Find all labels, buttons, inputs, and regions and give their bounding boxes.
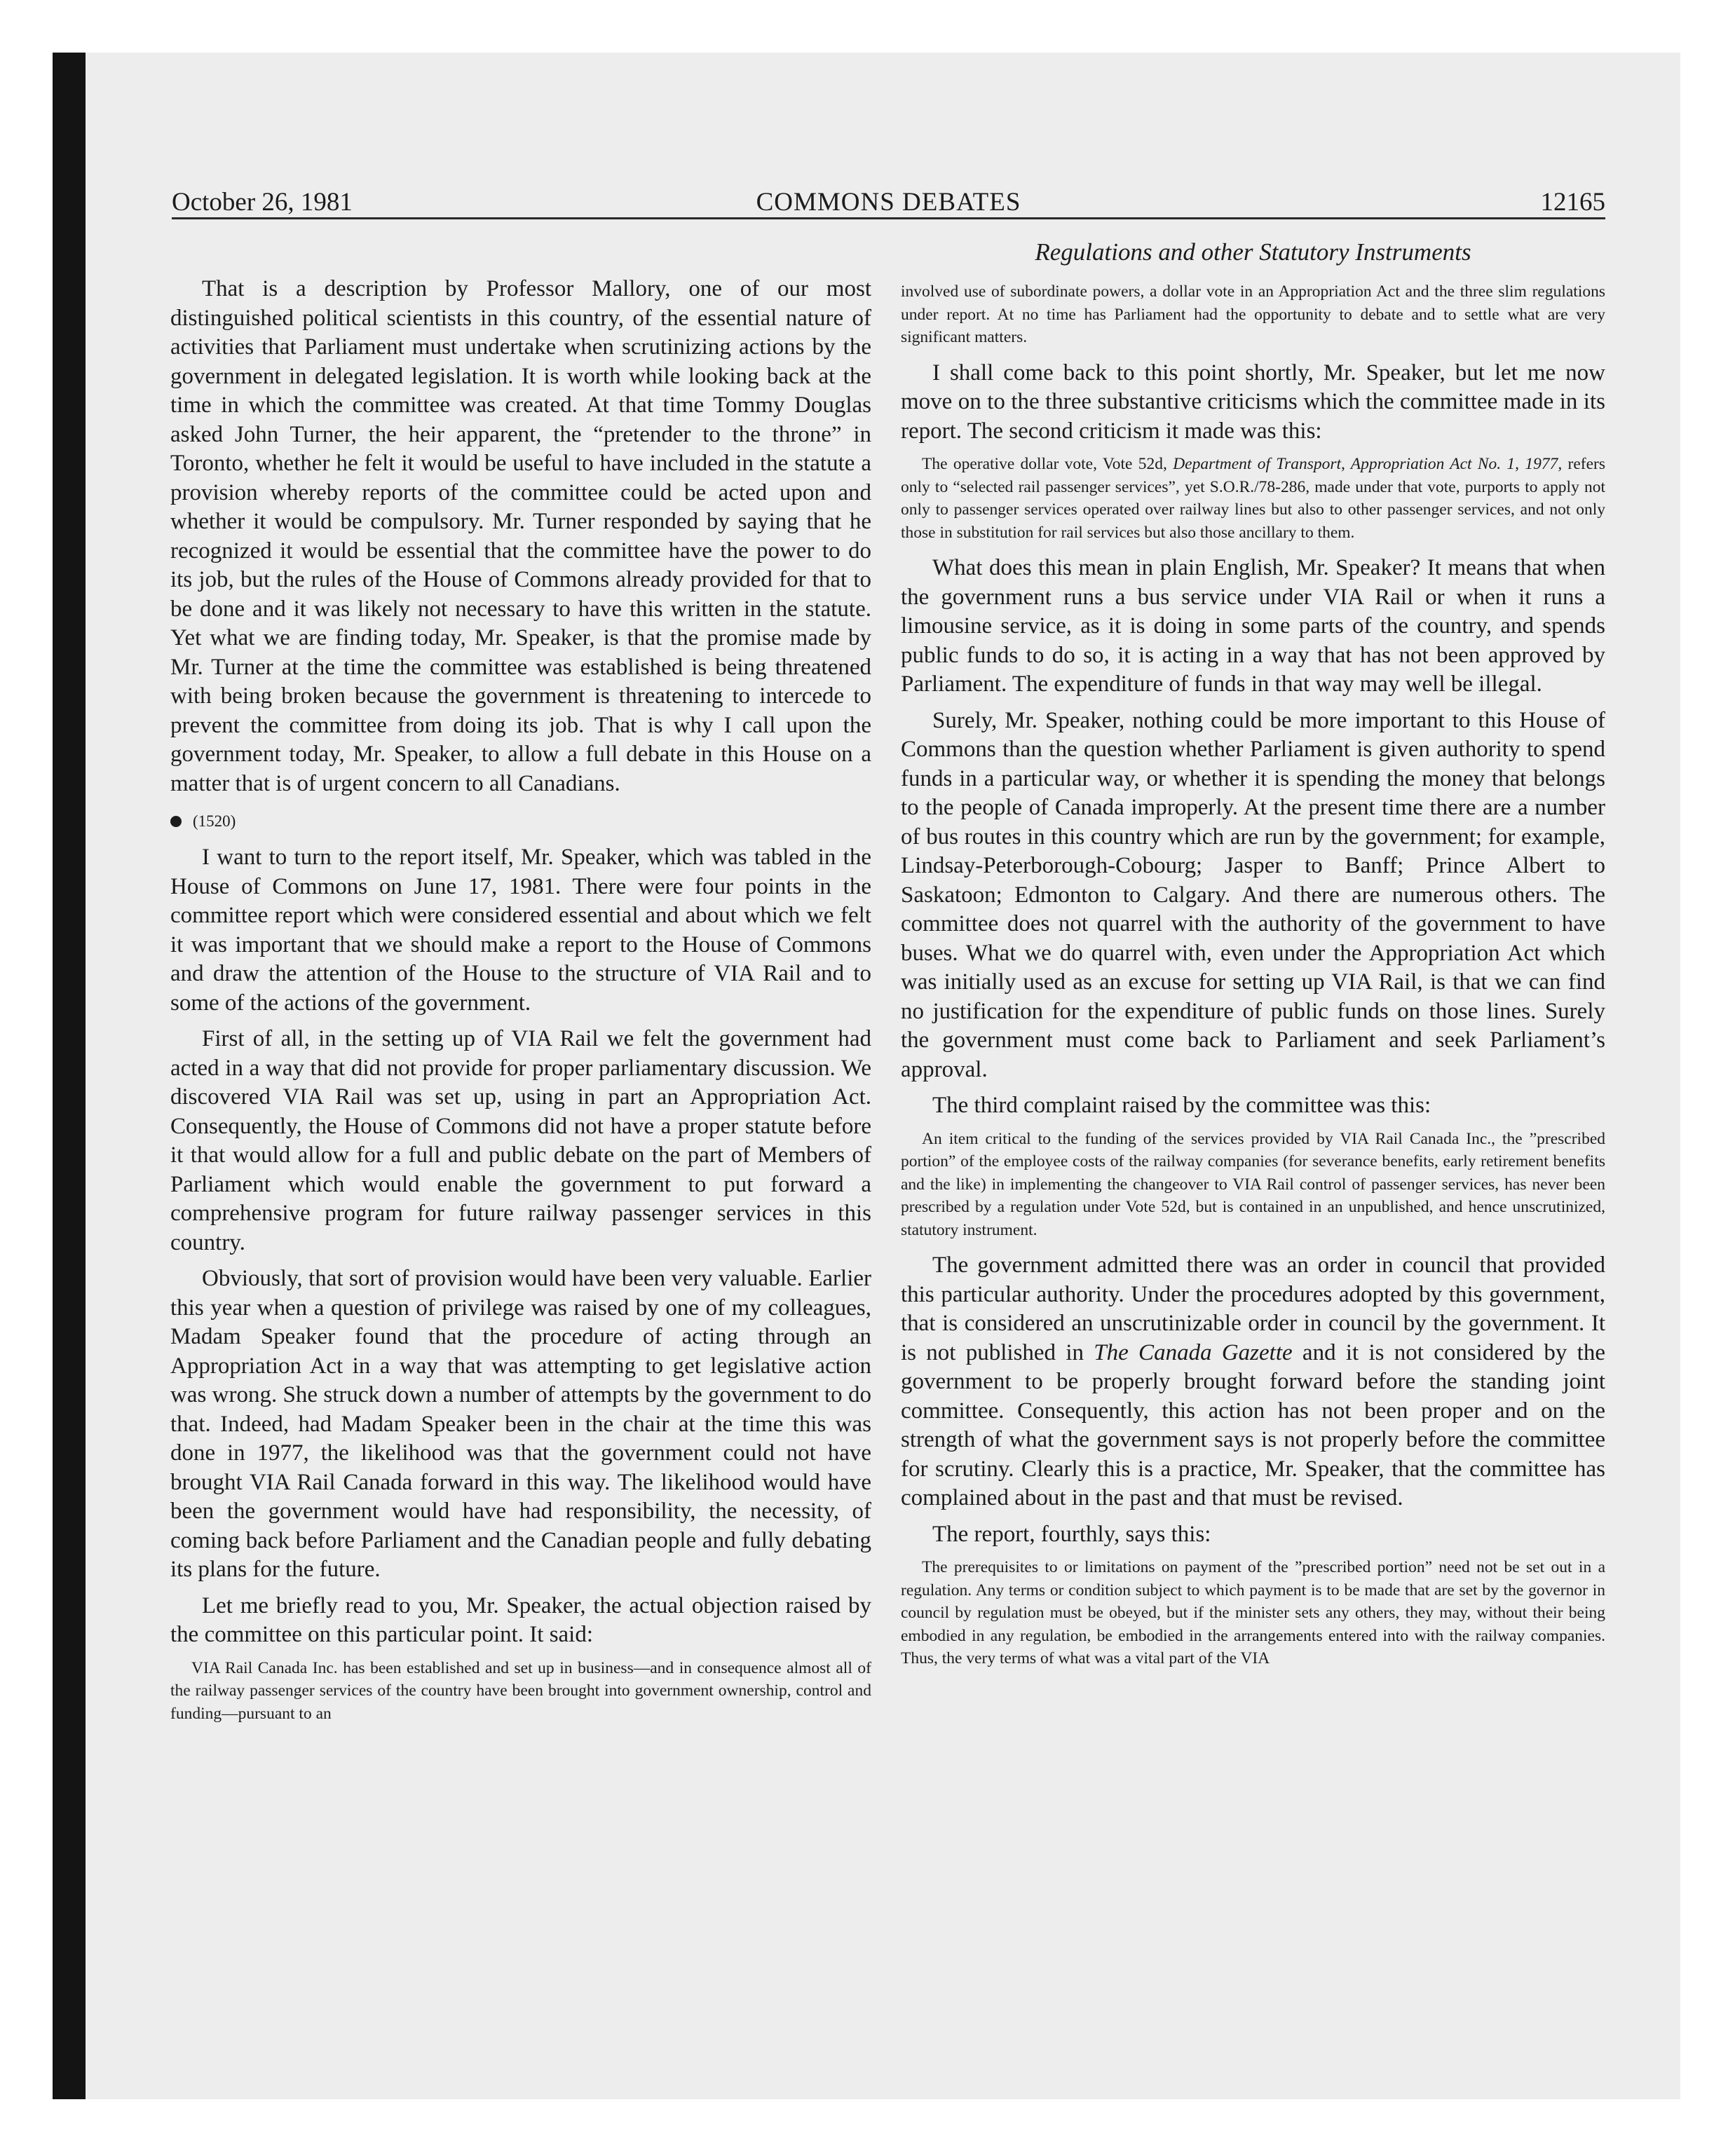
header-date: October 26, 1981 xyxy=(172,188,353,217)
paragraph-text: and it is not considered by the government to be properly brought forward before the standing joint committee. Consequently, this action has not been proper and on the strength of what the government says is not properly before the committee for scrutiny. Clearly this is a practice, Mr. Speaker, that the committee has complained about in the past and that must be revised. xyxy=(901,1339,1605,1510)
paragraph: I shall come back to this point shortly, Mr. Speaker, but let me now move on to the three substantive criticisms which the committee made in its report. The second criticism it made was this: xyxy=(901,360,1605,444)
time-marker-text: (1520) xyxy=(193,812,236,830)
block-quote: VIA Rail Canada Inc. has been established and set up in business—and in consequence almost all of the railway passenger services of the country have been brought into government ownership, control and funding—pursuant to an xyxy=(170,1658,871,1723)
time-marker xyxy=(170,812,871,831)
page-number: 12165 xyxy=(1540,188,1605,217)
scan-edge xyxy=(53,53,86,2099)
bullet-icon xyxy=(170,816,182,827)
block-quote: An item critical to the funding of the services provided by VIA Rail Canada Inc., the ”prescribed portion” of the employee costs of the railway companies (for severance benefits, early retirement benefits and the like) in implementing the changeover to VIA Rail control of passenger services, has never been prescribed by a regulation under Vote 52d, but is contained in an unpublished, and hence unscrutinized, statutory instrument. xyxy=(901,1129,1605,1239)
paragraph: What does this mean in plain English, Mr. Speaker? It means that when the government runs a bus service under VIA Rail or when it runs a limousine service, as it is doing in some parts of the country, and spends public funds to do so, it is acting in a way that has not been approved by Parliament. The expenditure of funds in that way may well be illegal. xyxy=(901,555,1605,697)
left-column xyxy=(170,273,871,1735)
paragraph: That is a description by Professor Mallory, one of our most distinguished political scientists in this country, of the essential nature of activities that Parliament must undertake when scrutinizing actions by the government in delegated legislation. It is worth while looking back at the time in which the committee was created. At that time Tommy Douglas asked John Turner, the heir apparent, the “pretender to the throne” in Toronto, whether he felt it would be useful to have included in the statute a provision whereby reports of the committee could be acted upon and whether it would be compulsory. Mr. Turner responded by saying that he recognized it would be essential that the committee have the power to do its job, but the rules of the House of Commons already provided for that to be done and it was likely not necessary to have this written in the statute. Yet what we are finding today, Mr. Speaker, is that the promise made by Mr. Turner at the time the committee was established is being threatened with being broken because the government is threatening to intercede to prevent the committee from doing its job. That is why I call upon the government today, Mr. Speaker, to allow a full debate in this House on a matter that is of urgent concern to all Canadians. xyxy=(170,276,871,796)
paragraph-italic-title: The Canada Gazette xyxy=(1094,1339,1293,1365)
paragraph: Obviously, that sort of provision would have been very valuable. Earlier this year when a question of privilege was raised by one of my colleagues, Madam Speaker found that the procedure of acting through an Appropriation Act in a way that was attempting to get legislative action was wrong. She struck down a number of attempts by the government to do that. Indeed, had Madam Speaker been in the chair at the time this was done in 1977, the likelihood was that the government could not have brought VIA Rail Canada forward in this way. The likelihood would have been the government would have had responsibility, the necessity, of coming back before Parliament and the Canadian people and fully debating its plans for the future. xyxy=(170,1266,871,1582)
paragraph: Let me briefly read to you, Mr. Speaker, the actual objection raised by the committee on this particular point. It said: xyxy=(170,1592,871,1647)
quote-text: refers only to “selected rail passenger services”, yet S.O.R./78-286, made under that vote, purports to apply not only to passenger services operated over railway lines but also to other passenger services, and not only those in substitution for rail services but also those ancillary to them. xyxy=(901,455,1605,542)
paragraph: The report, fourthly, says this: xyxy=(932,1521,1211,1547)
block-quote xyxy=(901,453,1605,544)
right-column xyxy=(901,279,1605,1680)
paragraph: First of all, in the setting up of VIA Rail we felt the government had acted in a way that did not provide for proper parliamentary discussion. We discovered VIA Rail was set up, using in part an Appropriation Act. Consequently, the House of Commons did not have a proper statute before it that would allow for a full and public debate on the part of Members of Parliament which would enable the government to put forward a comprehensive program for future railway passenger services in this country. xyxy=(170,1026,871,1255)
paragraph: The third complaint raised by the committee was this: xyxy=(932,1093,1431,1118)
quote-text: The operative dollar vote, Vote 52d, xyxy=(922,455,1173,473)
paragraph-text: The government admitted there was an order in council that provided this particular authority. Under the procedures adopted by this government, that is considered an unscrutinizable order in council by the government. It is not published in xyxy=(901,1253,1605,1365)
paragraph: Surely, Mr. Speaker, nothing could be more important to this House of Commons than the question whether Parliament is given authority to spend funds in a particular way, or whether it is spending the money that belongs to the people of Canada improperly. At the present time there are a number of bus routes in this country which are run by the government; for example, Lindsay-Peterborough-Cobourg; Jasper to Banff; Prince Albert to Saskatoon; Edmonton to Calgary. And there are numerous others. The committee does not quarrel with the authority of the government to have buses. What we do quarrel with, even under the Appropriation Act which was initially used as an excuse for setting up VIA Rail, is that we can find no justification for the expenditure of public funds on those lines. Surely the government must come back to Parliament and seek Parliament’s approval. xyxy=(901,707,1605,1082)
paragraph: I want to turn to the report itself, Mr. Speaker, which was tabled in the House of Commons on June 17, 1981. There were four points in the committee report which were considered essential and about which we felt it was important that we should make a report to the House of Commons and draw the attention of the House to the structure of VIA Rail and to some of the actions of the government. xyxy=(170,845,871,1016)
quote-italic-title: Department of Transport, Appropriation Act No. 1, 1977, xyxy=(1173,455,1563,473)
paragraph xyxy=(901,1251,1605,1513)
block-quote-continued: involved use of subordinate powers, a dollar vote in an Appropriation Act and the three slim regulations under report. At no time has Parliament had the opportunity to debate and to settle what are very significant matters. xyxy=(901,282,1605,346)
page-header xyxy=(172,181,1605,220)
running-head: Regulations and other Statutory Instruments xyxy=(1035,238,1471,266)
header-title: COMMONS DEBATES xyxy=(756,188,1021,217)
header-rule xyxy=(172,217,1605,219)
block-quote: The prerequisites to or limitations on payment of the ”prescribed portion” need not be set out in a regulation. Any terms or condition subject to which payment is to be made that are set by the governor in council by regulation must be obeyed, but if the minister sets any others, they may, without their being embodied in any regulation, be embodied in the arrangements entered into with the railway companies. Thus, the very terms of what was a vital part of the VIA xyxy=(901,1558,1605,1667)
